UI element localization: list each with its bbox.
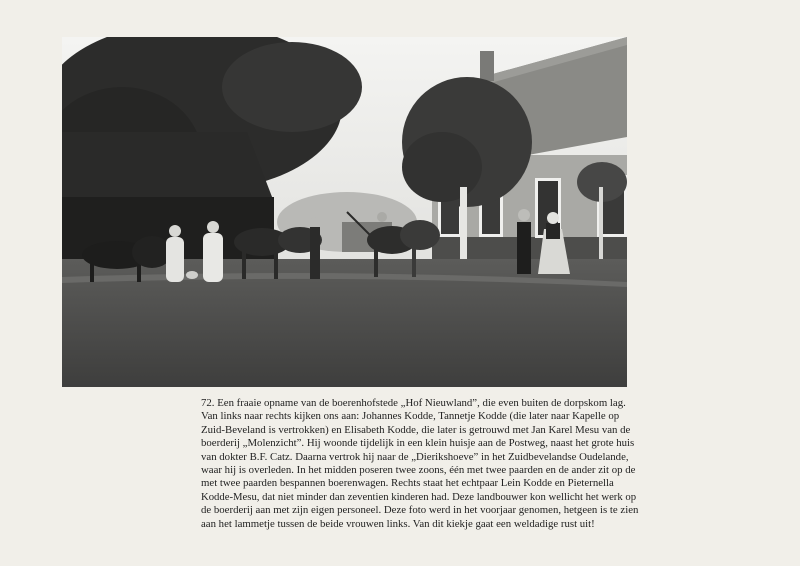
caption-line: met twee paarden bespannen boerenwagen. Rechts staat het echtpaar Lein Kodde en Pieternella xyxy=(201,477,614,490)
caption-line: van dokter B.F. Catz. Daarna vertrok hij naar de „Dierikshoeve” in het Zuidbevelandse Oudelande, xyxy=(201,450,629,463)
photo-caption xyxy=(201,397,639,531)
caption-line: de boerderij aan met zijn eigen personeel. Deze foto werd in het voorjaar genomen, hetgeen is te zien xyxy=(201,504,639,517)
caption-line: waar hij is overleden. In het midden poseren twee zoons, één met twee paarden en de ander zit op de xyxy=(201,464,636,477)
caption-line: 72. Een fraaie opname van de boerenhofstede „Hof Nieuwland”, die even buiten de dorpskom lag. xyxy=(201,397,626,409)
caption-line: aan het lammetje tussen de beide vrouwen links. Van dit kiekje gaat een weldadige rust uit! xyxy=(201,517,595,530)
farmstead-photograph xyxy=(62,37,627,387)
caption-line: Van links naar rechts kijken ons aan: Johannes Kodde, Tannetje Kodde (die later naar Kapelle op xyxy=(201,410,620,423)
caption-line: Zuid-Beveland is vertrokken) en Elisabeth Kodde, die later is getrouwd met Jan Karel Mesu van de xyxy=(201,423,631,436)
caption-line: Kodde-Mesu, dat niet minder dan zeventien kinderen had. Deze landbouwer kon wellicht het werk op xyxy=(201,490,637,503)
caption-line: boerderij „Molenzicht”. Hij woonde tijdelijk in een klein huisje aan de Postweg, naast het grote huis xyxy=(201,437,635,450)
